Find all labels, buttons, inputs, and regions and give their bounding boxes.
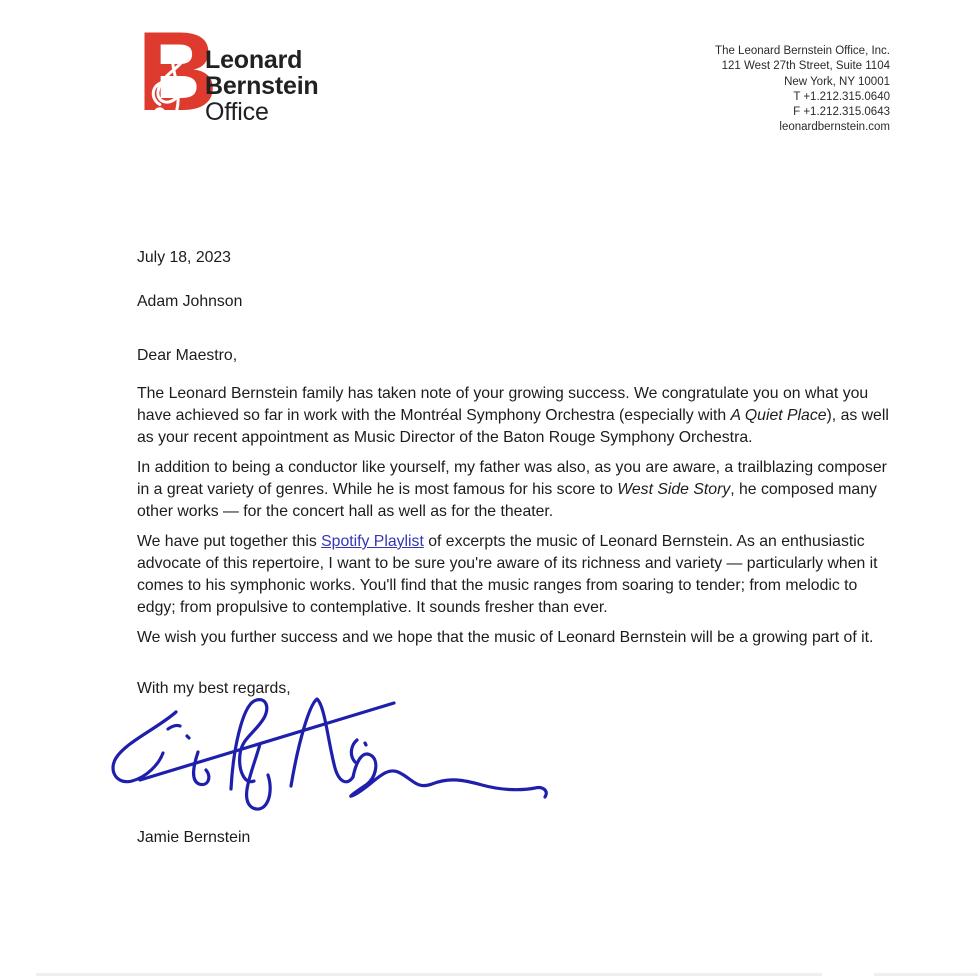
- body-text: of excerpts the music of Leonard Bernstein. As an enthusiastic advocate of this repertoire, I want to be sure you're aware of its richness and variety — particularly when it comes to his symphonic works. You'll find that the music ranges from soaring to tender; from melodic to edgy; from propulsive to contemplative. It sounds fresher than ever.: [137, 533, 878, 616]
- signature-image: [102, 692, 557, 814]
- letter-paragraph: [137, 627, 893, 649]
- address-line: leonardbernstein.com: [779, 121, 890, 134]
- body-text: The Leonard Bernstein family has taken note of your growing success. We congratulate you on what you have achieved so far in work with the Montréal Symphony Orchestra (especially with: [137, 385, 869, 424]
- logo-wordmark-line: Bernstein: [205, 72, 319, 100]
- body-text: In addition to being a conductor like yourself, my father was also, as you are aware, a trailblazing composer in a great variety of genres. While he is most famous for his score to: [137, 459, 887, 498]
- address-line: New York, NY 10001: [784, 75, 890, 88]
- body-text: We wish you further success and we hope that the music of Leonard Bernstein will be a growing part of it.: [137, 629, 874, 646]
- page-bottom-edge: [36, 973, 822, 976]
- body-text: ), as well as your recent appointment as Music Director of the Baton Rouge Symphony Orchestra.: [137, 407, 889, 446]
- address-line: The Leonard Bernstein Office, Inc.: [715, 45, 890, 57]
- letter-recipient: Adam Johnson: [137, 293, 243, 310]
- logo-letter-b: B: [137, 9, 216, 134]
- leonard-bernstein-logo: [137, 9, 216, 134]
- body-text: We have put together this: [137, 533, 322, 550]
- letterhead-address: [715, 44, 890, 136]
- logo-wordmark-line: Leonard: [205, 46, 303, 74]
- signature-strokes: [113, 699, 546, 809]
- logo-wordmark: [205, 47, 319, 125]
- logo-wordmark-line: Office: [205, 98, 269, 126]
- letter-paragraph: [137, 457, 893, 523]
- letter-salutation: Dear Maestro,: [137, 347, 238, 364]
- treble-clef-icon: [139, 44, 201, 130]
- signer-name: Jamie Bernstein: [137, 829, 251, 846]
- letter-paragraph: [137, 531, 893, 619]
- letter-closing: With my best regards,: [137, 680, 291, 697]
- address-line: T +1.212.315.0640: [793, 90, 890, 103]
- italic-text: A Quiet Place: [730, 407, 827, 424]
- page-bottom-edge: [874, 973, 978, 976]
- body-text: , he composed many other works — for the concert hall as well as for the theater.: [137, 481, 877, 520]
- italic-text: West Side Story: [617, 481, 731, 498]
- spotify-playlist-link[interactable]: Spotify Playlist: [321, 533, 424, 550]
- address-line: F +1.212.315.0643: [793, 106, 890, 119]
- letter-paragraph: [137, 383, 893, 449]
- letter-body: [137, 383, 893, 657]
- letter-date: July 18, 2023: [137, 249, 231, 266]
- address-line: 121 West 27th Street, Suite 1104: [721, 60, 890, 73]
